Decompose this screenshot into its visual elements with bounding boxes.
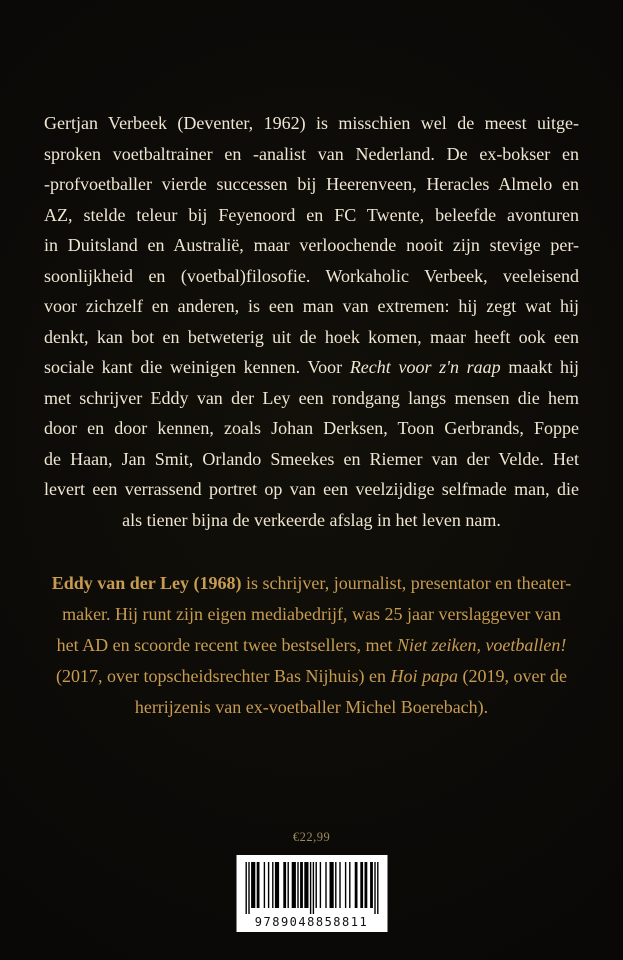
barcode-bars [245,862,378,914]
text-line: herrijzenis van ex-voetballer Michel Boerebach). [134,697,489,717]
price-label: €22,99 [292,830,331,844]
text-line: -profvoetballer vierde successen bij Heerenveen, Heracles Almelo en [44,174,579,194]
text-line: soonlijkheid en (voetbal)filosofie. Workaholic Verbeek, veeleisend [44,265,579,286]
text-line: in Duitsland en Australië, maar verloochende nooit zijn stevige per- [44,235,579,255]
author-paragraph [38,568,585,723]
bio-paragraph [44,108,579,535]
text-line: sproken voetbaltrainer en -analist van Nederland. De ex-bokser en [44,143,579,164]
text-line: (2017, over topscheidsrechter Bas Nijhuis) en Hoi papa (2019, over de [56,666,567,686]
text-line: maker. Hij runt zijn eigen mediabedrijf, was 25 jaar verslaggever van [62,604,561,624]
text-line: sociale kant die weinigen kennen. Voor Recht voor z'n raap maakt hij [44,357,580,377]
text-line: met schrijver Eddy van der Ley een rondgang langs mensen die hem [44,387,579,408]
barcode-number: 9789048858811 [254,915,369,929]
text-line: de Haan, Jan Smit, Orlando Smeekes en Riemer van der Velde. Het [44,448,579,469]
text-line: AZ, stelde teleur bij Feyenoord en FC Twente, beleefde avonturen [44,204,579,225]
text-line: het AD en scoorde recent twee bestsellers, met Niet zeiken, voetballen! [56,635,567,655]
barcode [236,855,387,932]
text-line: Eddy van der Ley (1968) is schrijver, journalist, presentator en theater- [51,573,572,593]
text-line: levert een verrassend portret op van een veelzijdige selfmade man, die [44,479,579,499]
text-line: denkt, kan bot en betweterig uit de hoek komen, maar heeft ook een [44,326,579,347]
text-line: door en door kennen, zoals Johan Derksen, Toon Gerbrands, Foppe [44,418,579,438]
text-line: voor zichzelf en anderen, is een man van extremen: hij zegt wat hij [44,296,579,316]
text-line: als tiener bijna de verkeerde afslag in het leven nam. [122,509,501,530]
text-line: Gertjan Verbeek (Deventer, 1962) is misschien wel de meest uitge- [44,113,579,133]
